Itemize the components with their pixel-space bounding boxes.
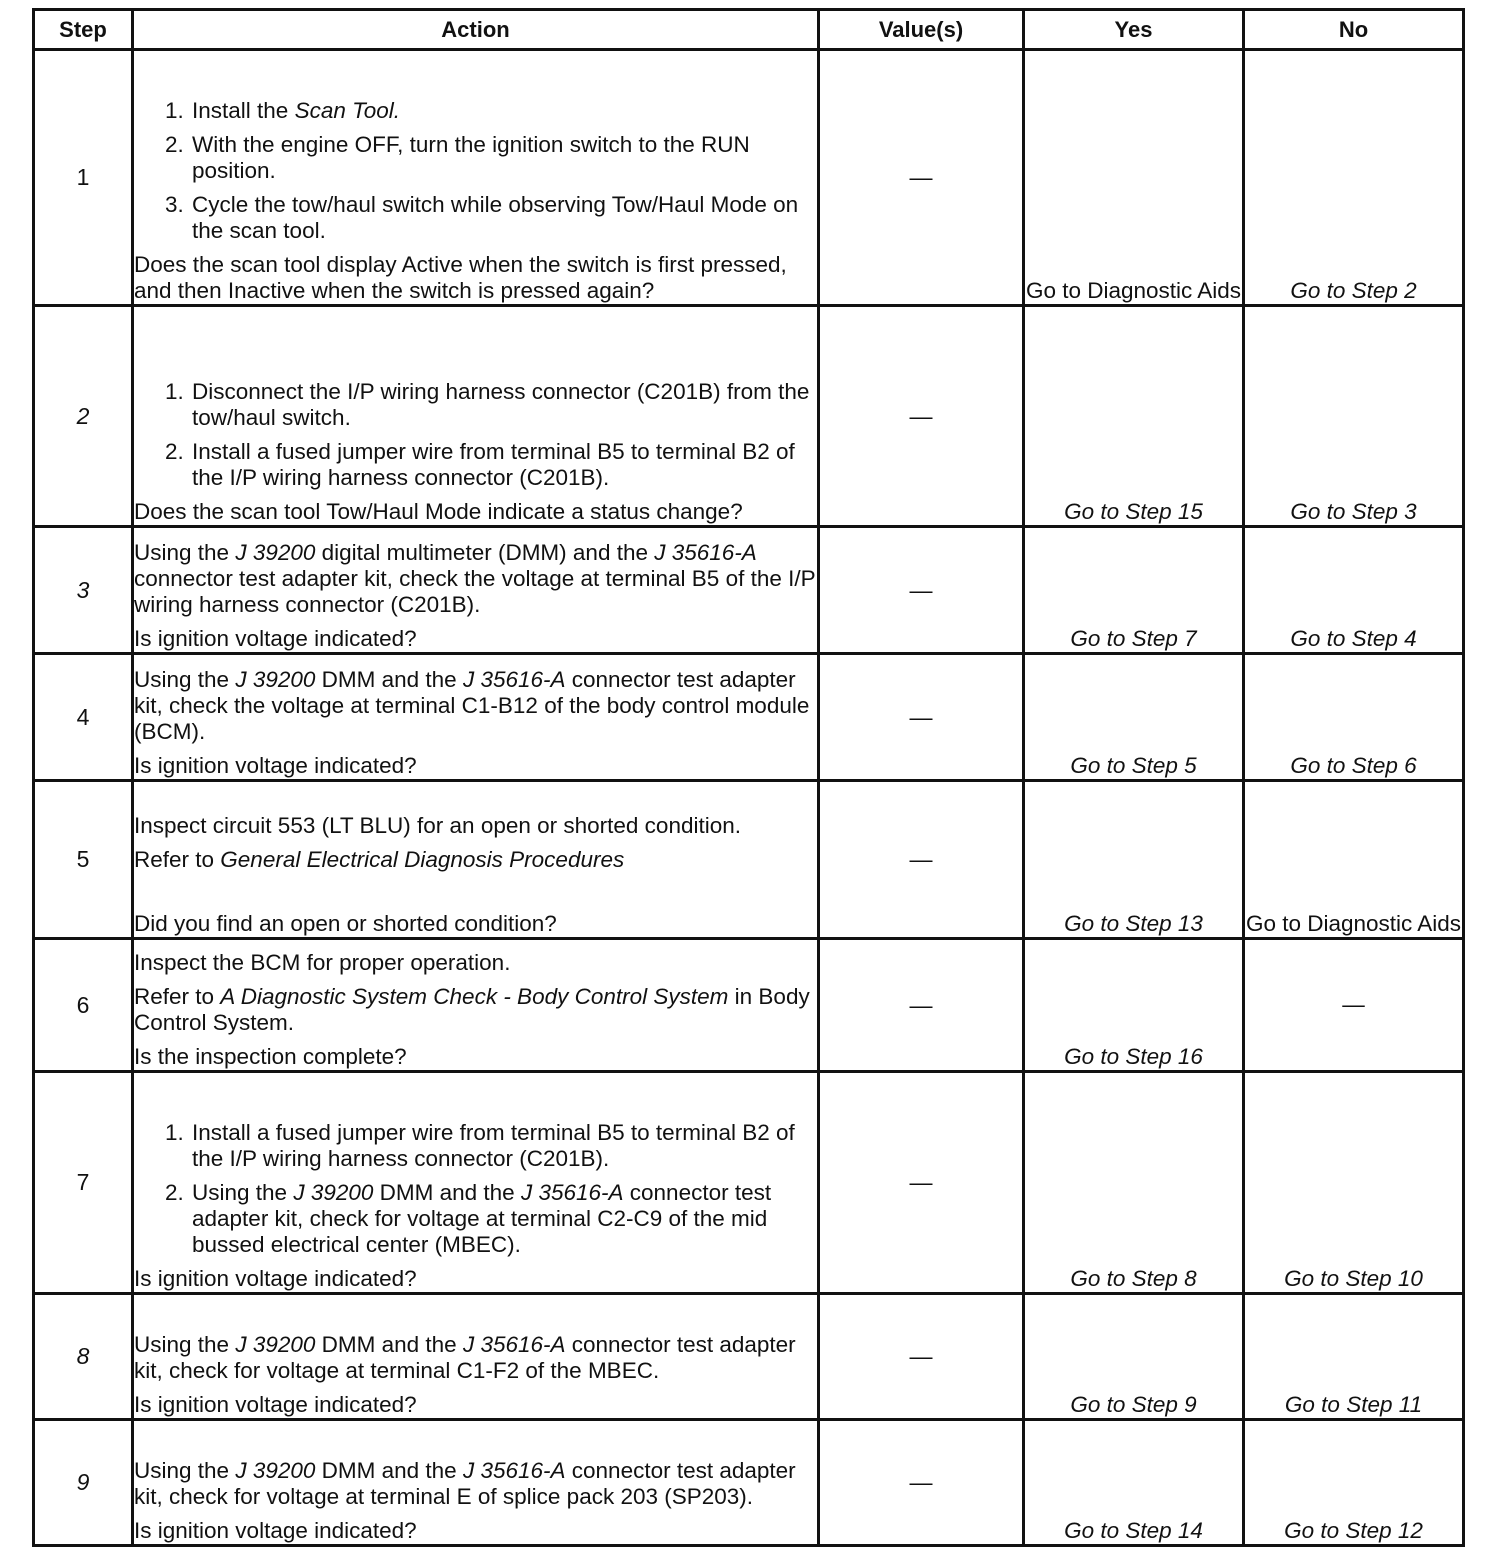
header-step: Step — [34, 10, 133, 50]
value-cell: — — [819, 1420, 1024, 1546]
reference-text: Refer to General Electrical Diagnosis Procedures — [134, 847, 625, 872]
list-item: 2. Using the J 39200 DMM and the J 35616-A connector test adapter kit, check for voltage at terminal C2-C9 of the mid bussed electrical center (MBEC). — [190, 1180, 817, 1258]
yes-cell: Go to Step 13 — [1024, 781, 1244, 939]
action-cell — [133, 781, 819, 939]
instruction-text: Using the J 39200 DMM and the J 35616-A connector test adapter kit, check for voltage at terminal E of splice pack 203 (SP203). — [134, 1458, 796, 1509]
step-number: 4 — [34, 654, 133, 781]
table-row — [34, 1072, 1464, 1294]
question-text: Did you find an open or shorted condition? — [134, 911, 557, 936]
header-no: No — [1244, 10, 1464, 50]
value-cell: — — [819, 306, 1024, 527]
list-item: 1. Install a fused jumper wire from terminal B5 to terminal B2 of the I/P wiring harness connector (C201B). — [190, 1120, 817, 1172]
value-cell: — — [819, 50, 1024, 306]
table-row — [34, 306, 1464, 527]
question-text: Is ignition voltage indicated? — [134, 626, 417, 651]
step-number: 2 — [34, 306, 133, 527]
no-cell: Go to Step 6 — [1244, 654, 1464, 781]
yes-cell: Go to Step 8 — [1024, 1072, 1244, 1294]
step-number: 8 — [34, 1294, 133, 1420]
instruction-list — [134, 1120, 817, 1258]
step-number: 9 — [34, 1420, 133, 1546]
step-number: 7 — [34, 1072, 133, 1294]
reference-text: Refer to A Diagnostic System Check - Body Control System in Body Control System. — [134, 984, 810, 1035]
diagnostic-table — [32, 8, 1465, 1547]
yes-cell: Go to Step 15 — [1024, 306, 1244, 527]
no-cell: Go to Step 12 — [1244, 1420, 1464, 1546]
yes-cell: Go to Diagnostic Aids — [1024, 50, 1244, 306]
action-cell — [133, 939, 819, 1072]
table-row — [34, 654, 1464, 781]
value-cell: — — [819, 654, 1024, 781]
header-yes: Yes — [1024, 10, 1244, 50]
value-cell: — — [819, 1072, 1024, 1294]
step-number: 1 — [34, 50, 133, 306]
instruction-text: Inspect the BCM for proper operation. — [134, 950, 511, 975]
no-cell: Go to Step 2 — [1244, 50, 1464, 306]
action-cell — [133, 527, 819, 654]
question-text: Is ignition voltage indicated? — [134, 1266, 417, 1291]
yes-cell: Go to Step 14 — [1024, 1420, 1244, 1546]
yes-cell: Go to Step 9 — [1024, 1294, 1244, 1420]
list-item: 1. Install the Scan Tool. — [190, 98, 817, 124]
header-row — [34, 10, 1464, 50]
list-item: 3. Cycle the tow/haul switch while observing Tow/Haul Mode on the scan tool. — [190, 192, 817, 244]
step-number: 3 — [34, 527, 133, 654]
no-cell: Go to Diagnostic Aids — [1244, 781, 1464, 939]
header-value: Value(s) — [819, 10, 1024, 50]
question-text: Is the inspection complete? — [134, 1044, 407, 1069]
step-number: 6 — [34, 939, 133, 1072]
value-cell: — — [819, 527, 1024, 654]
list-item: 2. Install a fused jumper wire from terminal B5 to terminal B2 of the I/P wiring harness connector (C201B). — [190, 439, 817, 491]
no-cell: Go to Step 4 — [1244, 527, 1464, 654]
instruction-text: Using the J 39200 DMM and the J 35616-A connector test adapter kit, check the voltage at terminal C1-B12 of the body control module (BCM). — [134, 667, 810, 744]
question-text: Is ignition voltage indicated? — [134, 753, 417, 778]
no-cell: Go to Step 10 — [1244, 1072, 1464, 1294]
question-text: Does the scan tool display Active when the switch is first pressed, and then Inactive when the switch is pressed again? — [134, 252, 787, 303]
value-cell: — — [819, 1294, 1024, 1420]
table-row — [34, 781, 1464, 939]
no-cell: Go to Step 11 — [1244, 1294, 1464, 1420]
instruction-list — [134, 379, 817, 491]
yes-cell: Go to Step 16 — [1024, 939, 1244, 1072]
question-text: Is ignition voltage indicated? — [134, 1518, 417, 1543]
value-cell: — — [819, 781, 1024, 939]
table-row — [34, 527, 1464, 654]
action-cell — [133, 50, 819, 306]
list-item: 2. With the engine OFF, turn the ignition switch to the RUN position. — [190, 132, 817, 184]
instruction-text: Using the J 39200 DMM and the J 35616-A connector test adapter kit, check for voltage at terminal C1-F2 of the MBEC. — [134, 1332, 796, 1383]
value-cell: — — [819, 939, 1024, 1072]
no-cell: — — [1244, 939, 1464, 1072]
table-row — [34, 939, 1464, 1072]
instruction-text: Inspect circuit 553 (LT BLU) for an open or shorted condition. — [134, 813, 741, 838]
header-action: Action — [133, 10, 819, 50]
action-cell — [133, 1072, 819, 1294]
step-number: 5 — [34, 781, 133, 939]
table-row — [34, 1294, 1464, 1420]
action-cell — [133, 306, 819, 527]
question-text: Does the scan tool Tow/Haul Mode indicate a status change? — [134, 499, 743, 524]
table-row — [34, 50, 1464, 306]
instruction-list — [134, 98, 817, 244]
action-cell — [133, 654, 819, 781]
yes-cell: Go to Step 7 — [1024, 527, 1244, 654]
list-item: 1. Disconnect the I/P wiring harness connector (C201B) from the tow/haul switch. — [190, 379, 817, 431]
action-cell — [133, 1420, 819, 1546]
instruction-text: Using the J 39200 digital multimeter (DMM) and the J 35616-A connector test adapter kit, check the voltage at terminal B5 of the I/P wiring harness connector (C201B). — [134, 540, 816, 617]
yes-cell: Go to Step 5 — [1024, 654, 1244, 781]
action-cell — [133, 1294, 819, 1420]
question-text: Is ignition voltage indicated? — [134, 1392, 417, 1417]
no-cell: Go to Step 3 — [1244, 306, 1464, 527]
table-row — [34, 1420, 1464, 1546]
